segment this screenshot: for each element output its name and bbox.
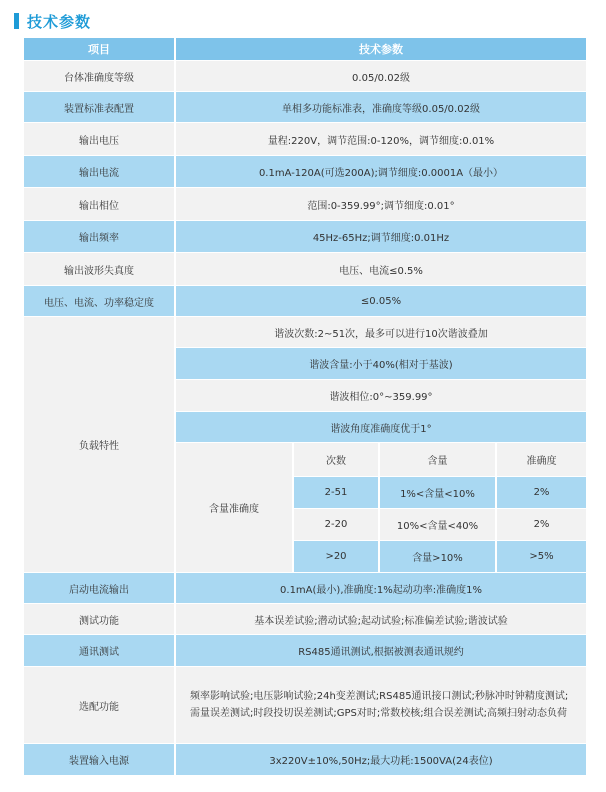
row-value: 0.1mA(最小),准确度:1%起动功率:准确度1% <box>176 573 586 603</box>
subtable-cell: >20 <box>294 541 378 572</box>
page-title: 技术参数 <box>27 12 92 31</box>
row-label: 电压、电流、功率稳定度 <box>24 286 174 316</box>
row-value: 基本误差试验;潜动试验;起动试验;标准偏差试验;谐波试验 <box>176 604 586 634</box>
row-label: 输出电流 <box>24 156 174 187</box>
row-value: 0.05/0.02级 <box>176 61 586 91</box>
subtable-cell: 2% <box>497 477 586 508</box>
header-item: 项目 <box>24 38 174 60</box>
subtable-header: 含量 <box>380 443 495 476</box>
load-line: 谐波角度准确度优于1° <box>176 412 586 442</box>
row-value: 0.1mA-120A(可选200A);调节细度:0.0001A（最小） <box>176 156 586 187</box>
row-value: 3x220V±10%,50Hz;最大功耗:1500VA(24表位) <box>176 744 586 775</box>
title-accent-bar <box>14 13 19 29</box>
row-value: 单相多功能标准表，准确度等级0.05/0.02级 <box>176 92 586 122</box>
row-value: 频率影响试验;电压影响试验;24h变差测试;RS485通讯接口测试;秒脉冲时钟精度测试;需量误差测试;时段投切误差测试;GPS对时;常数校核;组合误差测试;高频扫射动态负荷 <box>176 667 586 743</box>
row-value: 量程:220V，调节范围:0-120%，调节细度:0.01% <box>176 123 586 155</box>
row-label: 测试功能 <box>24 604 174 634</box>
load-line: 谐波相位:0°~359.99° <box>176 380 586 411</box>
subtable-cell: 2-51 <box>294 477 378 508</box>
row-label: 输出波形失真度 <box>24 253 174 285</box>
subtable-header: 准确度 <box>497 443 586 476</box>
row-value: 范围:0-359.99°;调节细度:0.01° <box>176 188 586 220</box>
subtable-header: 次数 <box>294 443 378 476</box>
load-line: 谐波次数:2~51次，最多可以进行10次谐波叠加 <box>176 317 586 347</box>
subtable-cell: 1%<含量<10% <box>380 477 495 508</box>
section-title <box>14 10 91 32</box>
subtable-cell: 2-20 <box>294 509 378 540</box>
load-label: 负载特性 <box>24 317 174 572</box>
row-label: 装置输入电源 <box>24 744 174 775</box>
subtable-cell: 2% <box>497 509 586 540</box>
load-line: 谐波含量:小于40%(相对于基波) <box>176 348 586 379</box>
subtable-cell: 10%<含量<40% <box>380 509 495 540</box>
row-label: 输出相位 <box>24 188 174 220</box>
row-label: 启动电流输出 <box>24 573 174 603</box>
row-label: 通讯测试 <box>24 635 174 666</box>
subtable-cell: >5% <box>497 541 586 572</box>
subtable-cell: 含量>10% <box>380 541 495 572</box>
row-value: RS485通讯测试,根据被测表通讯规约 <box>176 635 586 666</box>
header-spec: 技术参数 <box>176 38 586 60</box>
accuracy-label: 含量准确度 <box>176 443 292 572</box>
row-label: 装置标准表配置 <box>24 92 174 122</box>
row-label: 台体准确度等级 <box>24 61 174 91</box>
row-value: 45Hz-65Hz;调节细度:0.01Hz <box>176 221 586 252</box>
row-label: 输出电压 <box>24 123 174 155</box>
row-label: 选配功能 <box>24 667 174 743</box>
row-value: 电压、电流≤0.5% <box>176 253 586 285</box>
row-label: 输出频率 <box>24 221 174 252</box>
row-value: ≤0.05% <box>176 286 586 316</box>
